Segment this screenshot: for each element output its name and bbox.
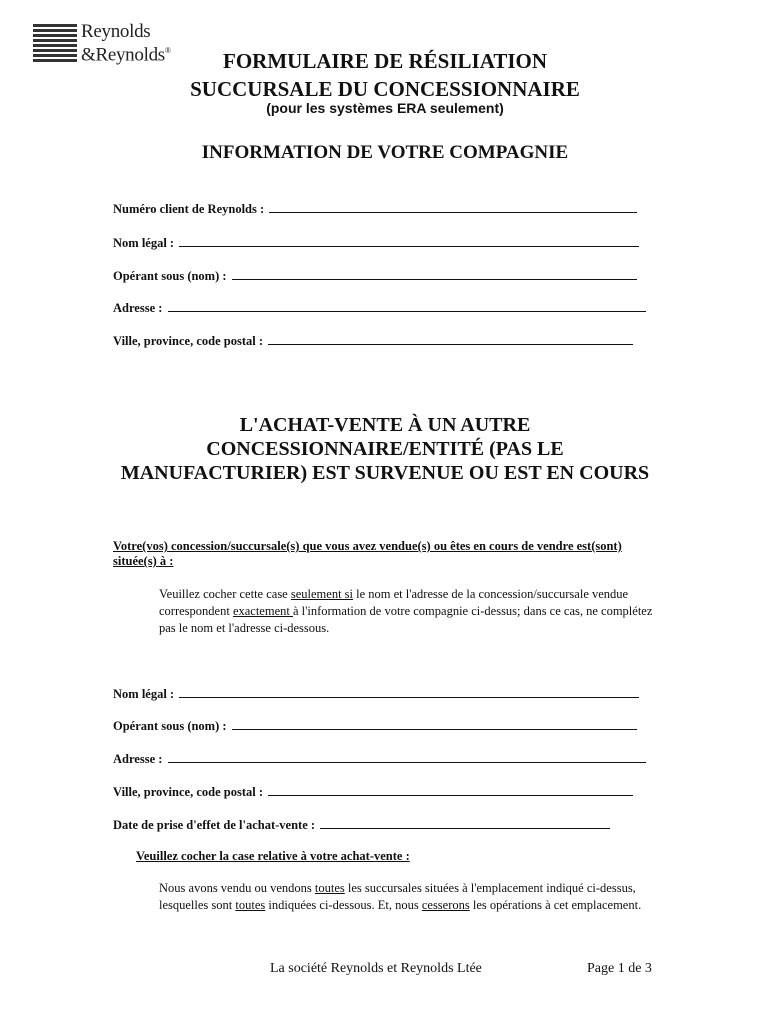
section2-heading-line2: CONCESSIONNAIRE/ENTITÉ (PAS LE xyxy=(206,438,564,460)
logo-wordmark: Reynolds &Reynolds® xyxy=(81,21,171,66)
field-effective-date[interactable]: Date de prise d'effet de l'achat-vente : xyxy=(113,817,610,833)
field-sold-address[interactable]: Adresse : xyxy=(113,751,646,767)
input-line[interactable] xyxy=(268,333,633,345)
form-title-line1: FORMULAIRE DE RÉSILIATION xyxy=(223,49,547,73)
section-heading-company-info: INFORMATION DE VOTRE COMPAGNIE xyxy=(201,142,569,163)
field-sold-city-province-postal[interactable]: Ville, province, code postal : xyxy=(113,784,633,800)
form-subtitle: (pour les systèmes ERA seulement) xyxy=(266,100,504,116)
sold-location-heading: Votre(vos) concession/succursale(s) que vous avez vendue(s) ou êtes en cours de vendre est(sont) située(s) à : xyxy=(113,539,622,568)
field-legal-name[interactable]: Nom légal : xyxy=(113,235,639,251)
field-client-number[interactable]: Numéro client de Reynolds : xyxy=(113,201,637,217)
input-line[interactable] xyxy=(320,817,610,829)
input-line[interactable] xyxy=(269,201,637,213)
footer-page-number: Page 1 de 3 xyxy=(587,961,652,976)
field-sold-operating-name[interactable]: Opérant sous (nom) : xyxy=(113,718,637,734)
input-line[interactable] xyxy=(268,784,633,796)
input-line[interactable] xyxy=(168,751,646,763)
footer-company: La société Reynolds et Reynolds Ltée xyxy=(270,961,482,976)
field-operating-name[interactable]: Opérant sous (nom) : xyxy=(113,268,637,284)
input-line[interactable] xyxy=(232,718,637,730)
section2-heading-line3: MANUFACTURIER) EST SURVENUE OU EST EN COURS xyxy=(120,462,650,484)
section2-heading-line1: L'ACHAT-VENTE À UN AUTRE xyxy=(239,414,531,436)
option-sold-all-locations: Nous avons vendu ou vendons toutes les succursales situées à l'emplacement indiqué ci-dessus, lesquelles sont toutes indiquées ci-dessous. Et, nous cesserons les opérations à cet emplacement. xyxy=(159,881,642,912)
field-sold-legal-name[interactable]: Nom légal : xyxy=(113,686,639,702)
field-city-province-postal[interactable]: Ville, province, code postal : xyxy=(113,333,633,349)
form-title-line2: SUCCURSALE DU CONCESSIONNAIRE xyxy=(190,77,580,101)
input-line[interactable] xyxy=(232,268,637,280)
input-line[interactable] xyxy=(179,235,639,247)
input-line[interactable] xyxy=(179,686,639,698)
input-line[interactable] xyxy=(168,300,646,312)
field-address[interactable]: Adresse : xyxy=(113,300,646,316)
check-box-instruction: Veuillez cocher la case relative à votre achat-vente : xyxy=(136,849,410,863)
same-address-note: Veuillez cocher cette case seulement si le nom et l'adresse de la concession/succursale vendue correspondent exactement à l'information de votre compagnie ci-dessus; dans ce cas, ne complétez pas le nom et l'adresse ci-dessous. xyxy=(159,587,653,635)
